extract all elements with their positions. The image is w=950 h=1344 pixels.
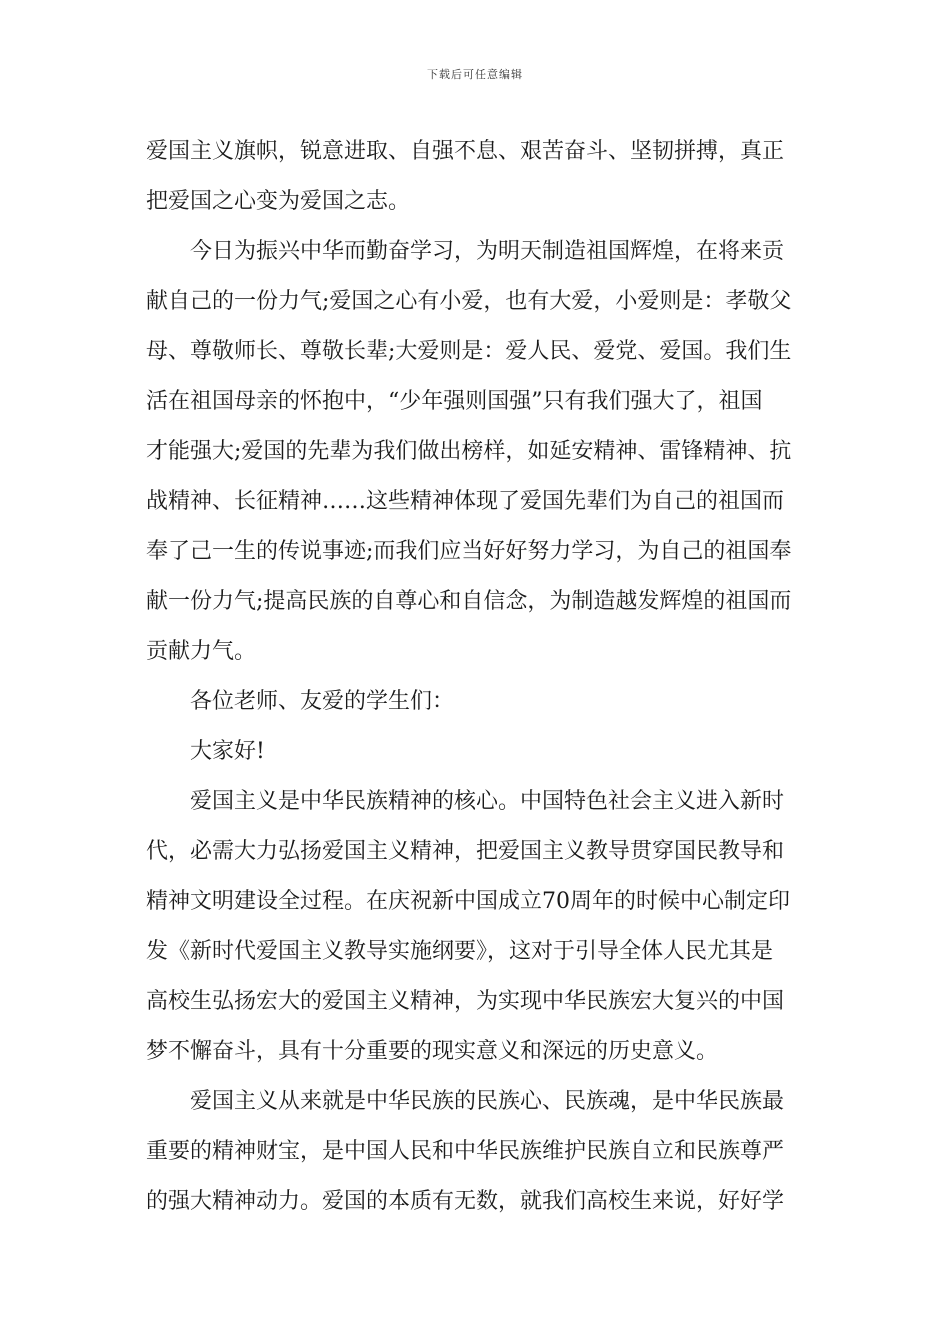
text-line: 大家好! [190, 739, 265, 764]
paragraph [146, 1077, 806, 1227]
text-line: 爱国主义是中华民族精神的核心。中国特色社会主义进入新时 [190, 789, 785, 814]
text-line: 爱国主义从来就是中华民族的民族心、民族魂，是中华民族最 [190, 1089, 785, 1114]
text-line: 把爱国之心变为爱国之志。 [146, 189, 411, 214]
text-line: 高校生弘扬宏大的爱国主义精神，为实现中华民族宏大复兴的中国 [146, 989, 785, 1014]
text-line: 精神文明建设全过程。在庆祝新中国成立70周年的时候中心制定印 [146, 889, 790, 914]
text-line: 献自己的一份力气;爱国之心有小爱，也有大爱，小爱则是：孝敬父 [146, 289, 792, 314]
page-header: 下载后可任意编辑 [427, 68, 523, 81]
text-line: 代，必需大力弘扬爱国主义精神，把爱国主义教导贯穿国民教导和 [146, 839, 785, 864]
paragraph [146, 727, 806, 777]
document-body [146, 127, 806, 1227]
text-line: 母、尊敬师长、尊敬长辈;大爱则是：爱人民、爱党、爱国。我们生 [146, 339, 792, 364]
paragraph [146, 227, 806, 677]
text-line: 战精神、长征精神……这些精神体现了爱国先辈们为自己的祖国而 [146, 489, 785, 514]
text-line: 奉了己一生的传说事迹;而我们应当好好努力学习，为自己的祖国奉 [146, 539, 792, 564]
text-line: 的强大精神动力。爱国的本质有无数，就我们高校生来说，好好学 [146, 1189, 785, 1214]
paragraph [146, 677, 806, 727]
text-line: 今日为振兴中华而勤奋学习，为明天制造祖国辉煌，在将来贡 [190, 239, 785, 264]
text-line: 才能强大;爱国的先辈为我们做出榜样，如延安精神、雷锋精神、抗 [146, 439, 792, 464]
text-line: 献一份力气;提高民族的自尊心和自信念，为制造越发辉煌的祖国而 [146, 589, 792, 614]
paragraph [146, 127, 806, 227]
text-line: 贡献力气。 [146, 639, 257, 664]
paragraph [146, 777, 806, 1077]
text-line: 各位老师、友爱的学生们： [190, 689, 455, 714]
text-line: 重要的精神财宝，是中国人民和中华民族维护民族自立和民族尊严 [146, 1139, 785, 1164]
text-line: 活在祖国母亲的怀抱中，“少年强则国强”只有我们强大了，祖国 [146, 389, 763, 414]
text-line: 发《新时代爱国主义教导实施纲要》，这对于引导全体人民尤其是 [146, 939, 774, 964]
text-line: 爱国主义旗帜，锐意进取、自强不息、艰苦奋斗、坚韧拼搏，真正 [146, 139, 785, 164]
text-line: 梦不懈奋斗，具有十分重要的现实意义和深远的历史意义。 [146, 1039, 719, 1064]
